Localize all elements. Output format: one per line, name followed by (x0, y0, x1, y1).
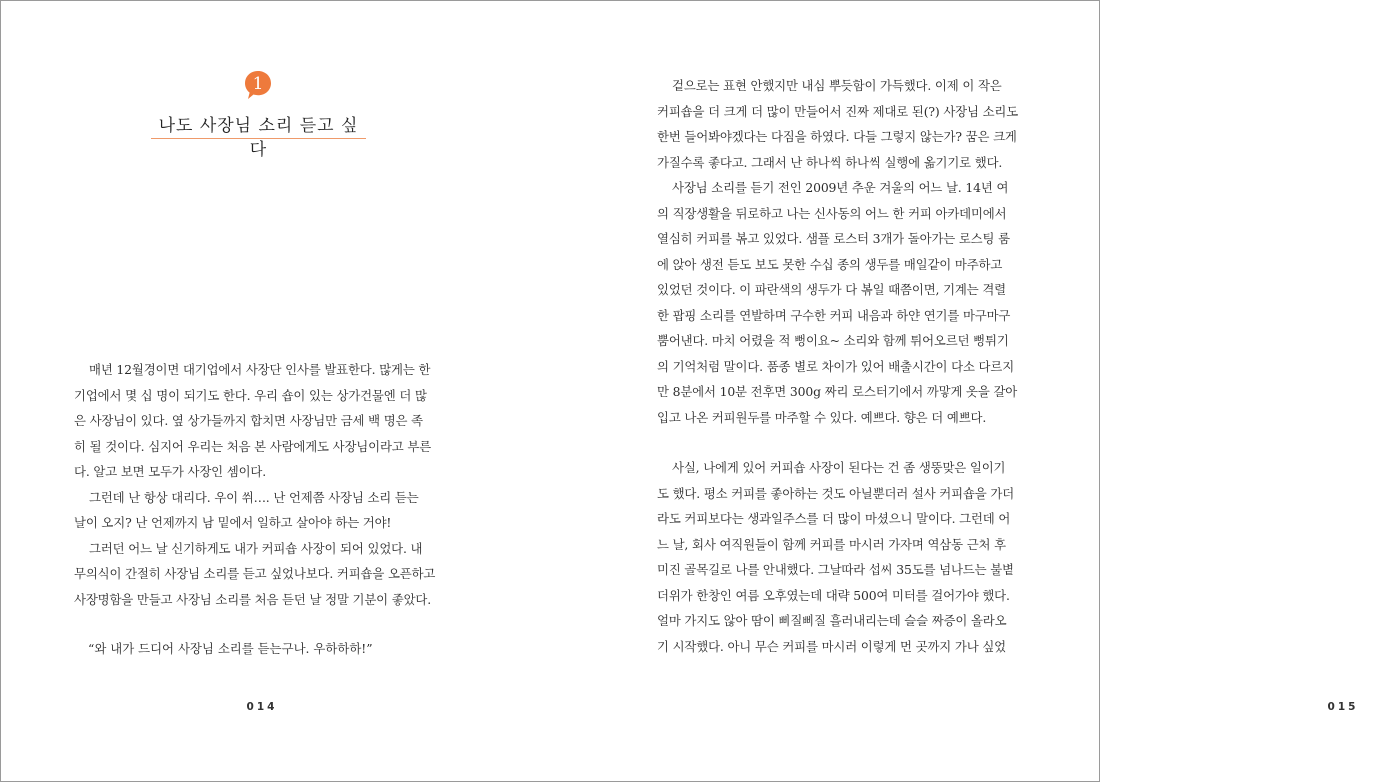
paragraph (657, 73, 1029, 175)
text-line: 라도 커피보다는 생과일주스를 더 많이 마셨으니 말이다. 그런데 어 (657, 511, 1011, 526)
quote-line: “와 내가 드디어 사장님 소리를 듣는구나. 우하하하!” (88, 641, 373, 656)
text-line: 입고 나온 커피원두를 마주할 수 있다. 예쁘다. 향은 더 예쁘다. (657, 409, 987, 425)
paragraph (74, 536, 446, 613)
text-line: 도 했다. 평소 커피를 좋아하는 것도 아닐뿐더러 설사 커피숍을 가더 (657, 485, 1015, 501)
text-line: 열심히 커피를 볶고 있었다. 샘플 로스터 3개가 돌아가는 로스팅 룸 (657, 231, 1010, 246)
paragraph (74, 485, 446, 536)
text-line: 은 사장님이 있다. 옆 상가들까지 합치면 사장님만 금세 백 명은 족 (74, 413, 423, 428)
text-line: 그러던 어느 날 신기하게도 내가 커피숍 사장이 되어 있었다. 내 (89, 540, 423, 556)
text-line: 있었던 것이다. 이 파란색의 생두가 다 볶일 때쯤이면, 기계는 격렬 (657, 282, 1006, 297)
text-line: 만 8분에서 10분 전후면 300g 짜리 로스터기에서 까맣게 옷을 갈아 (657, 384, 1018, 399)
text-line: 한번 들어봐야겠다는 다짐을 하였다. 다들 그렇지 않는가? 꿈은 크게 (657, 129, 1017, 144)
paragraph (657, 175, 1029, 430)
page-number-left: 014 (246, 701, 278, 713)
text-line: 얼마 가지도 않아 땀이 삐질삐질 흘러내리는데 슬슬 짜증이 올라오 (657, 613, 1007, 628)
right-body-text (657, 73, 1029, 659)
text-line: 기업에서 몇 십 명이 되기도 한다. 우리 숍이 있는 상가건물엔 더 많 (74, 387, 427, 403)
right-page (550, 1, 1359, 781)
text-line: 사장님 소리를 듣기 전인 2009년 추운 겨울의 어느 날. 14년 여 (672, 180, 1009, 195)
paragraph (74, 357, 446, 485)
chapter-number: 1 (252, 74, 264, 94)
text-line: 한 팝핑 소리를 연발하며 구수한 커피 내음과 하얀 연기를 마구마구 (657, 307, 1011, 323)
text-line: 가질수록 좋다고. 그래서 난 하나씩 하나씩 실행에 옮기기로 했다. (657, 154, 1003, 170)
text-line: 무의식이 간절히 사장님 소리를 듣고 싶었나보다. 커피숍을 오픈하고 (74, 566, 436, 581)
text-line: 날이 오지? 난 언제까지 남 밑에서 일하고 살아야 하는 거야! (74, 515, 392, 530)
text-line: 의 직장생활을 뒤로하고 나는 신사동의 어느 한 커피 아카데미에서 (657, 205, 1007, 221)
text-line: 다. 알고 보면 모두가 사장인 셈이다. (74, 464, 266, 479)
text-line: 사장명함을 만들고 사장님 소리를 처음 듣던 날 정말 기분이 좋았다. (74, 591, 432, 607)
left-body-text (74, 357, 446, 662)
text-line: 더위가 한창인 여름 오후였는데 대략 500여 미터를 걸어가야 했다. (657, 587, 1010, 603)
page-number-right: 015 (1327, 701, 1359, 713)
chapter-badge (244, 70, 272, 100)
chapter-title: 나도 사장님 소리 듣고 싶다 (158, 116, 359, 160)
text-line: 매년 12월경이면 대기업에서 사장단 인사를 발표한다. 많게는 한 (89, 362, 431, 377)
text-line: 에 앉아 생전 듣도 보도 못한 수십 종의 생두를 매일같이 마주하고 (657, 256, 1003, 272)
text-line: 기 시작했다. 아니 무슨 커피를 마시러 이렇게 먼 곳까지 가나 싶었 (657, 638, 1006, 654)
left-page (1, 1, 550, 781)
paragraph (657, 455, 1029, 659)
title-underline (151, 138, 366, 139)
text-line: 겉으로는 표현 안했지만 내심 뿌듯함이 가득했다. 이제 이 작은 (672, 78, 1002, 93)
paragraph-gap (657, 430, 1029, 455)
text-line: 커피숍을 더 크게 더 많이 만들어서 진짜 제대로 된(?) 사장님 소리도 (657, 103, 1019, 119)
text-line: 히 될 것이다. 심지어 우리는 처음 본 사람에게도 사장님이라고 부른 (74, 438, 432, 454)
text-line: 의 기억처럼 말이다. 품종 별로 차이가 있어 배출시간이 다소 다르지 (657, 358, 1015, 374)
text-line: 그런데 난 항상 대리다. 우이 쒸…. 난 언제쯤 사장님 소리 듣는 (89, 489, 419, 505)
text-line: 사실, 나에게 있어 커피숍 사장이 된다는 건 좀 생뚱맞은 일이기 (672, 460, 1006, 475)
text-line: 뿜어낸다. 마치 어렸을 적 뻥이요~ 소리와 함께 튀어오르던 뻥튀기 (657, 333, 1009, 348)
text-line: 느 날, 회사 여직원들이 함께 커피를 마시러 가자며 역삼동 근처 후 (657, 536, 1006, 552)
text-line: 미진 골목길로 나를 안내했다. 그날따라 섭씨 35도를 넘나드는 불볕 (657, 562, 1014, 577)
